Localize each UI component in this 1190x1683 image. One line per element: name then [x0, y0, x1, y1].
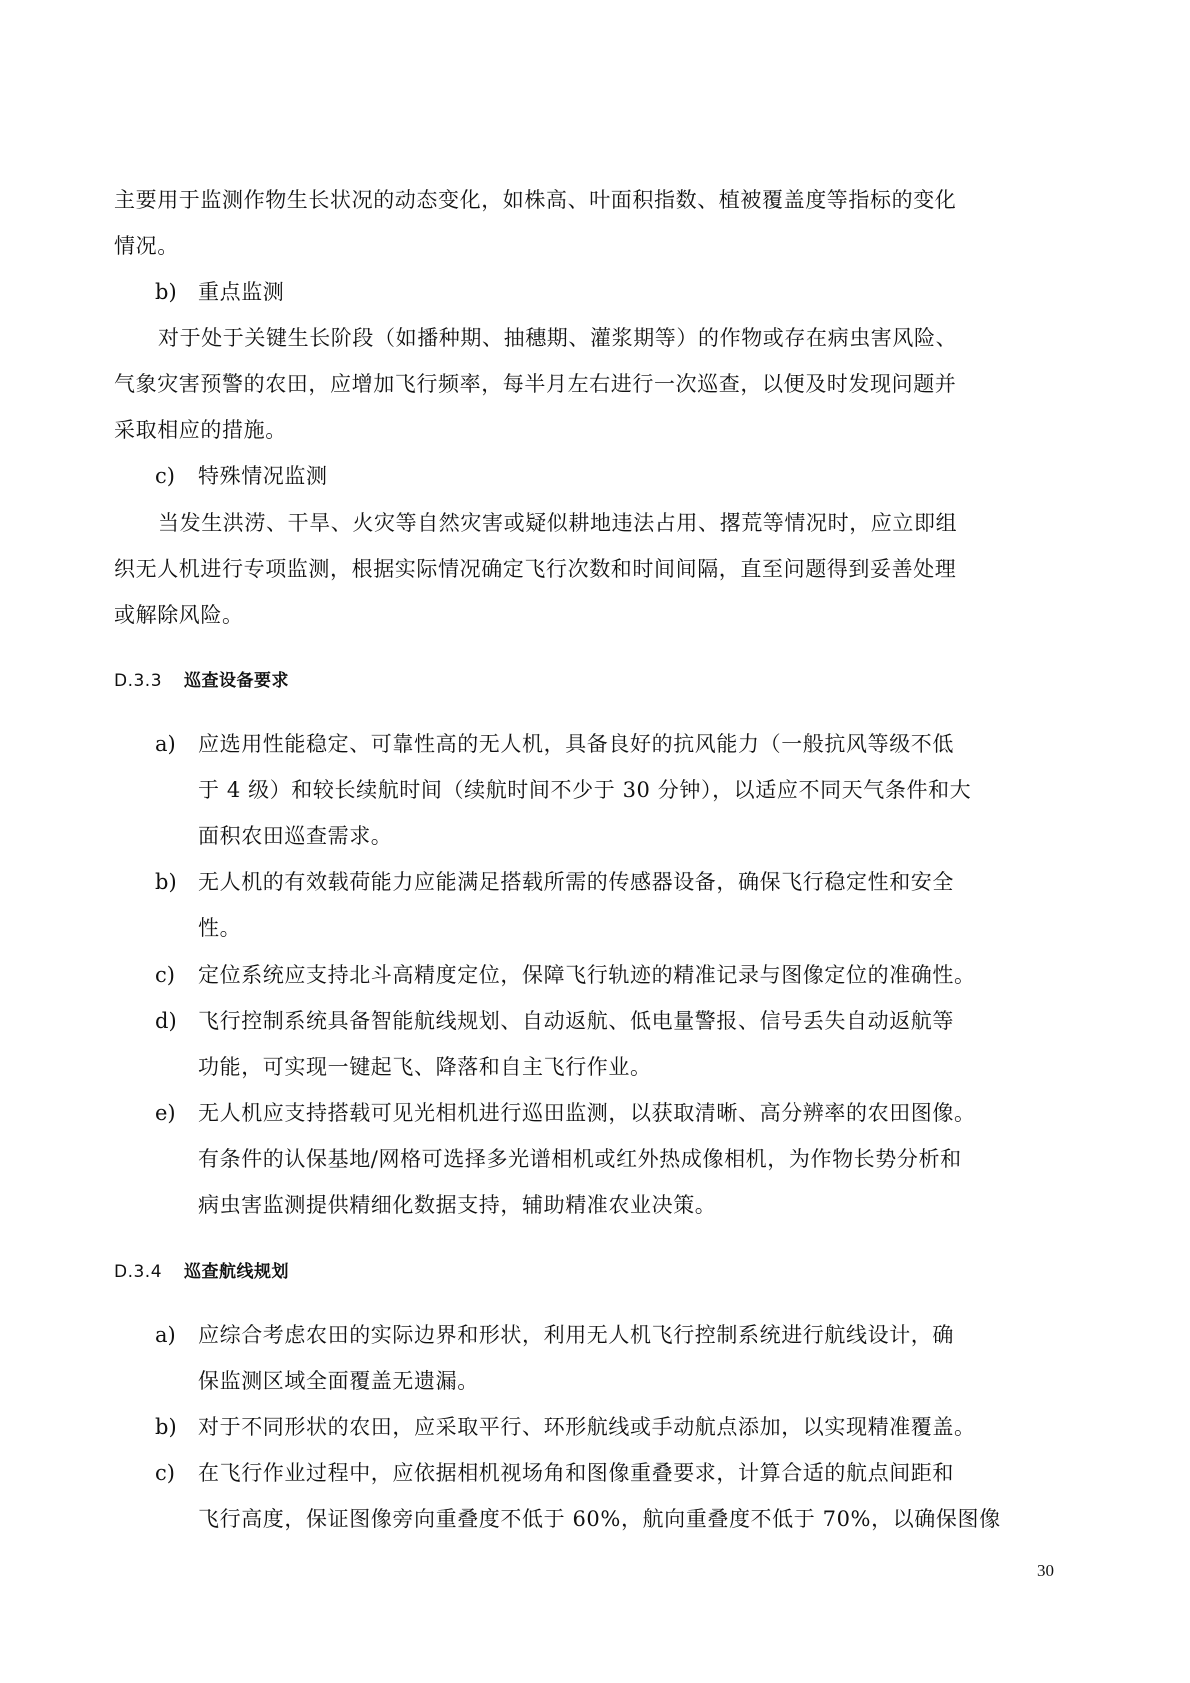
d34-item-c-marker: c) [155, 1461, 175, 1485]
intro-line-2: 情况。 [114, 234, 179, 258]
key-monitoring-heading: 重点监测 [198, 280, 285, 304]
d33-item-a-line-2: 于 4 级）和较长续航时间（续航时间不少于 30 分钟），以适应不同天气条件和大 [198, 778, 972, 802]
d33-item-b-marker: b) [155, 870, 177, 894]
d34-item-c-line-1: 在飞行作业过程中，应依据相机视场角和图像重叠要求，计算合适的航点间距和 [198, 1461, 954, 1485]
special-monitoring-line-1: 当发生洪涝、干旱、火灾等自然灾害或疑似耕地违法占用、撂荒等情况时，应立即组 [158, 511, 958, 535]
d34-item-b-marker: b) [155, 1415, 177, 1439]
section-d34-number: D.3.4 [114, 1262, 163, 1282]
section-d33-title: 巡查设备要求 [184, 671, 290, 691]
d33-item-d-line-2: 功能，可实现一键起飞、降落和自主飞行作业。 [198, 1055, 652, 1079]
d33-item-c-marker: c) [155, 963, 175, 987]
section-d34-heading [114, 1260, 289, 1284]
d33-item-a-marker: a) [155, 732, 176, 756]
d34-item-a-line-2: 保监测区域全面覆盖无遗漏。 [198, 1369, 479, 1393]
page-number: 30 [1037, 1561, 1054, 1580]
key-monitoring-line-3: 采取相应的措施。 [114, 418, 287, 442]
d34-item-b-line-1: 对于不同形状的农田，应采取平行、环形航线或手动航点添加，以实现精准覆盖。 [198, 1415, 976, 1439]
d33-item-d-line-1: 飞行控制系统具备智能航线规划、自动返航、低电量警报、信号丢失自动返航等 [198, 1009, 954, 1033]
d33-item-c-line-1: 定位系统应支持北斗高精度定位，保障飞行轨迹的精准记录与图像定位的准确性。 [198, 963, 976, 987]
key-monitoring-marker: b) [155, 280, 177, 304]
d33-item-a-line-3: 面积农田巡查需求。 [198, 824, 393, 848]
d33-item-a-line-1: 应选用性能稳定、可靠性高的无人机，具备良好的抗风能力（一般抗风等级不低 [198, 732, 954, 756]
key-monitoring-line-1: 对于处于关键生长阶段（如播种期、抽穗期、灌浆期等）的作物或存在病虫害风险、 [158, 326, 958, 350]
section-d34-title: 巡查航线规划 [184, 1262, 290, 1282]
d34-item-a-line-1: 应综合考虑农田的实际边界和形状，利用无人机飞行控制系统进行航线设计，确 [198, 1323, 954, 1347]
d33-item-d-marker: d) [155, 1009, 177, 1033]
intro-line-1: 主要用于监测作物生长状况的动态变化，如株高、叶面积指数、植被覆盖度等指标的变化 [114, 188, 957, 212]
special-monitoring-marker: c) [155, 464, 175, 488]
d33-item-e-marker: e) [155, 1101, 176, 1125]
special-monitoring-heading: 特殊情况监测 [198, 464, 328, 488]
d33-item-e-line-3: 病虫害监测提供精细化数据支持，辅助精准农业决策。 [198, 1193, 717, 1217]
d33-item-b-line-1: 无人机的有效载荷能力应能满足搭载所需的传感器设备，确保飞行稳定性和安全 [198, 870, 954, 894]
d33-item-e-line-2: 有条件的认保基地/网格可选择多光谱相机或红外热成像相机，为作物长势分析和 [198, 1147, 962, 1171]
section-d33-number: D.3.3 [114, 671, 163, 691]
d34-item-c-line-2: 飞行高度，保证图像旁向重叠度不低于 60%，航向重叠度不低于 70%，以确保图像 [198, 1507, 1001, 1531]
d33-item-b-line-2: 性。 [198, 916, 242, 940]
d34-item-a-marker: a) [155, 1323, 176, 1347]
special-monitoring-line-3: 或解除风险。 [114, 603, 244, 627]
key-monitoring-line-2: 气象灾害预警的农田，应增加飞行频率，每半月左右进行一次巡查，以便及时发现问题并 [114, 372, 957, 396]
special-monitoring-line-2: 织无人机进行专项监测，根据实际情况确定飞行次数和时间间隔，直至问题得到妥善处理 [114, 557, 957, 581]
section-d33-heading [114, 669, 289, 693]
d33-item-e-line-1: 无人机应支持搭载可见光相机进行巡田监测，以获取清晰、高分辨率的农田图像。 [198, 1101, 976, 1125]
